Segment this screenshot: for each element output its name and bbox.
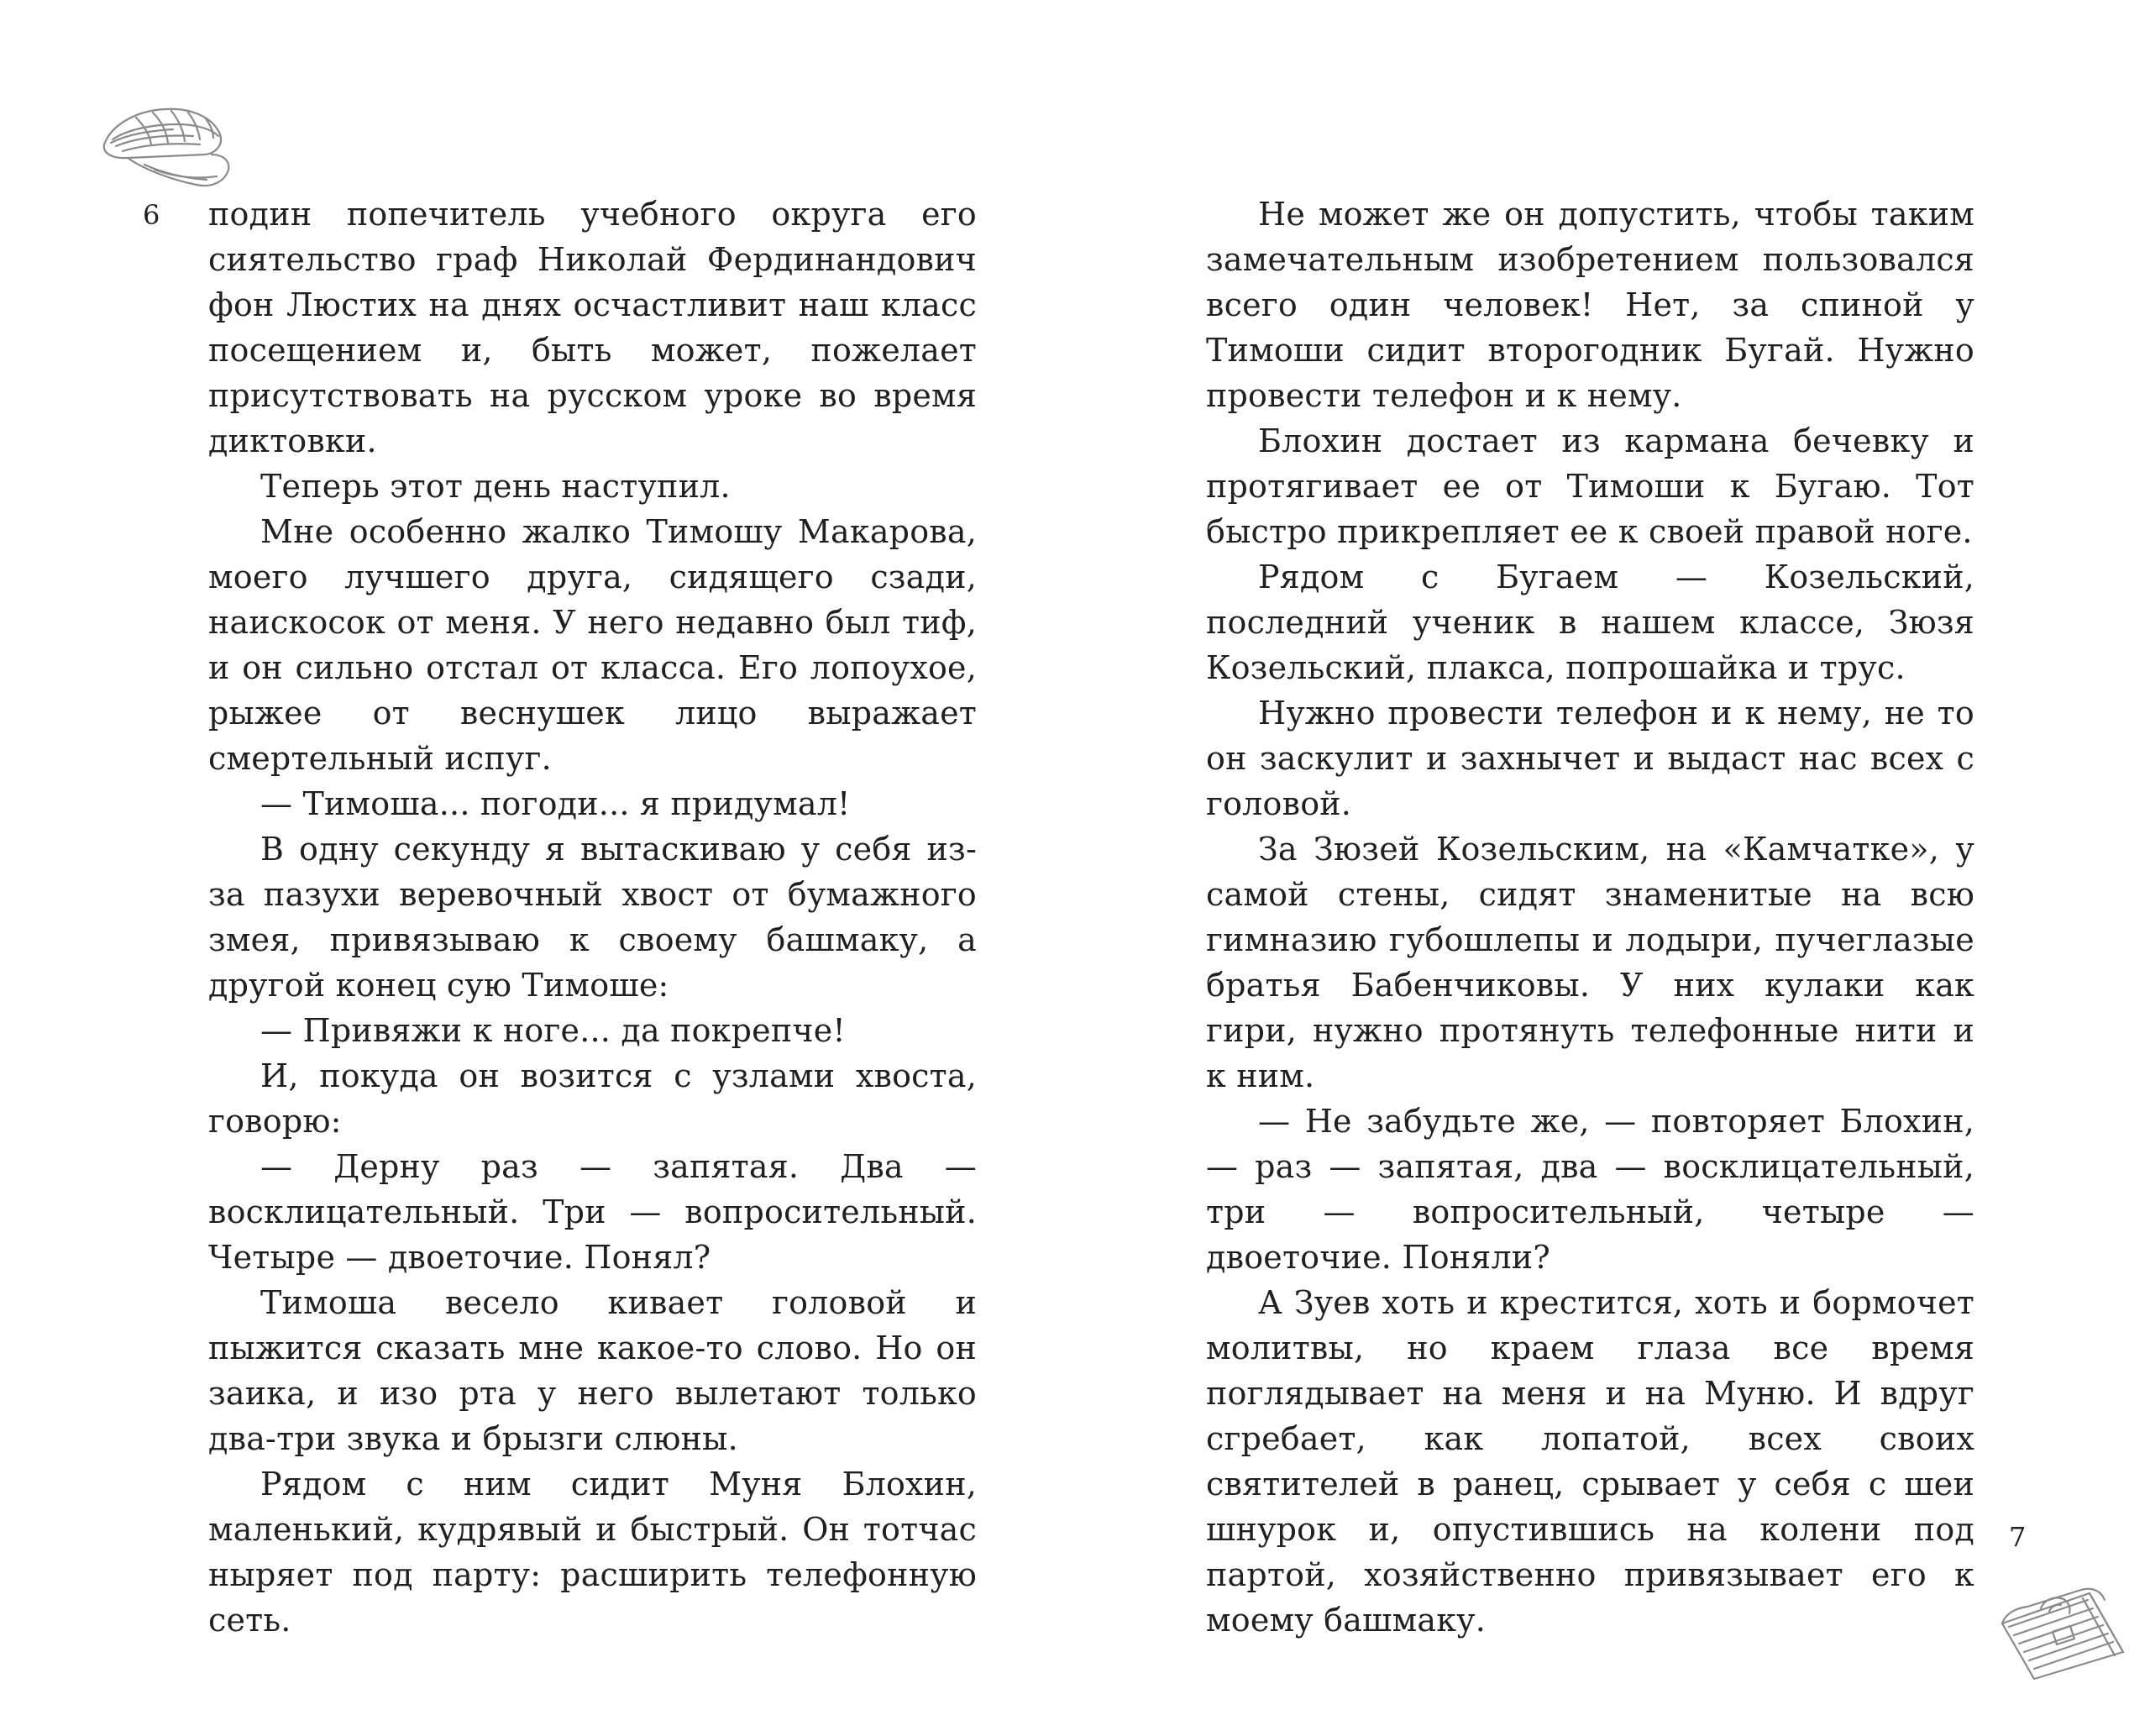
page-number-left: 6 — [143, 199, 160, 231]
right-page-text — [1206, 191, 1974, 1643]
paragraph: За Зюзей Козельским, на «Камчатке», у самой стены, сидят знаменитые на всю гимназию губошлепы и лодыри, пучеглазые братья Бабенчиковы. У них кулаки как гири, нужно протянуть телефонные нити и к ним. — [1206, 831, 1974, 1094]
page-number-right: 7 — [2009, 1521, 2027, 1553]
paragraph: — Дерну раз — запятая. Два — восклицательный. Три — вопросительный. Четыре — двоеточие. Понял? — [208, 1148, 977, 1276]
paragraph: Нужно провести телефон и к нему, не то он заскулит и захнычет и выдаст нас всех с головой. — [1206, 695, 1974, 822]
paragraph: Теперь этот день наступил. — [260, 468, 731, 505]
paragraph: Рядом с Бугаем — Козельский, последний ученик в нашем классе, Зюзя Козельский, плакса, попрошайка и трус. — [1206, 559, 1974, 686]
paragraph: — Тимоша... погоди... я придумал! — [260, 785, 851, 822]
right-page — [1075, 0, 2150, 1736]
paragraph: Мне особенно жалко Тимошу Макарова, моего лучшего друга, сидящего сзади, наискосок от меня. У него недавно был тиф, и он сильно отстал от класса. Его лопоухое, рыжее от веснушек лицо выражает смертельный испуг. — [208, 513, 977, 777]
satchel-icon — [1990, 1575, 2133, 1684]
paragraph: — Привяжи к ноге... да покрепче! — [260, 1012, 846, 1049]
paragraph: В одну секунду я вытаскиваю у себя из-за пазухи веревочный хвост от бумажного змея, привязываю к своему башмаку, а другой конец сую Тимоше: — [208, 831, 977, 1004]
paragraph: Тимоша весело кивает головой и пыжится сказать мне какое-то слово. Но он заика, и изо рта у него вылетают только два-три звука и брызги слюны. — [208, 1284, 977, 1457]
paragraph: И, покуда он возится с узлами хвоста, говорю: — [208, 1057, 977, 1140]
paragraph: Не может же он допустить, чтобы таким замечательным изобретением пользовался всего один человек! Нет, за спиной у Тимоши сидит второгодник Бугай. Нужно провести телефон и к нему. — [1206, 196, 1974, 414]
paragraph: А Зуев хоть и крестится, хоть и бормочет молитвы, но краем глаза все время поглядывает на меня и на Муню. И вдруг сгребает, как лопатой, всех своих святителей в ранец, срывает у себя с шеи шнурок и, опустившись на колени под партой, хозяйственно привязывает его к моему башмаку. — [1206, 1284, 1974, 1639]
left-page-text — [208, 191, 977, 1643]
paragraph: Рядом с ним сидит Муня Блохин, маленький, кудрявый и быстрый. Он тотчас ныряет под парту: расширить телефонную сеть. — [208, 1466, 977, 1639]
paragraph: подин попечитель учебного округа его сиятельство граф Николай Фердинандович фон Люстих на днях осчастливит наш класс посещением и, быть может, пожелает присутствовать на русском уроке во время диктовки. — [208, 196, 977, 459]
cap-icon — [94, 92, 237, 193]
paragraph: Блохин достает из кармана бечевку и протягивает ее от Тимоши к Бугаю. Тот быстро прикрепляет ее к своей правой ноге. — [1206, 422, 1974, 550]
paragraph: — Не забудьте же, — повторяет Блохин, — раз — запятая, два — восклицательный, три — вопросительный, четыре — двоеточие. Поняли? — [1206, 1103, 1974, 1276]
